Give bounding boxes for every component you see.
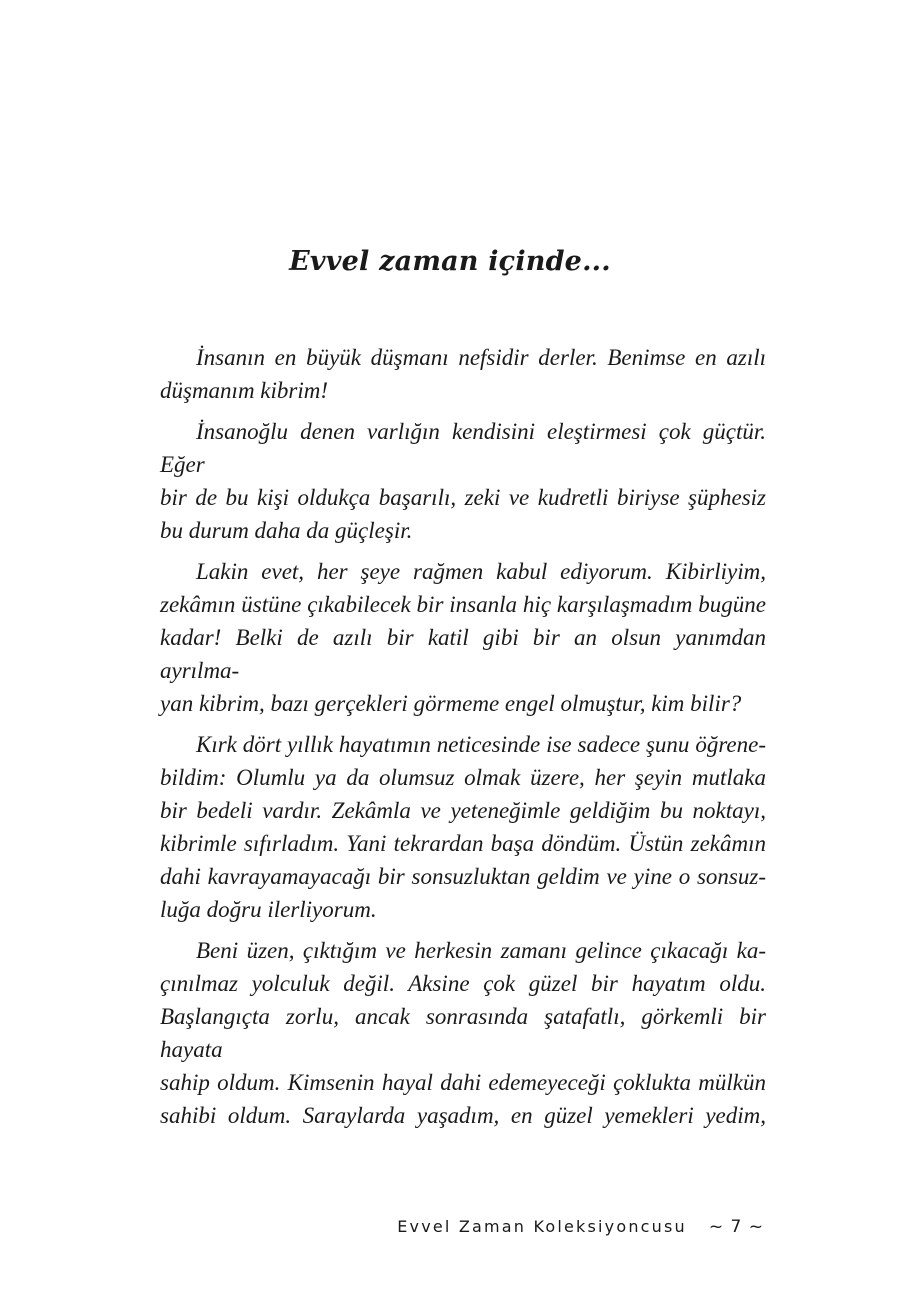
text-line: Lakin evet, her şeye rağmen kabul ediyorum. Kibirliyim, <box>196 559 766 584</box>
paragraph <box>160 728 766 926</box>
paragraph <box>160 555 766 720</box>
text-line: zekâmın üstüne çıkabilecek bir insanla hiç karşılaşmadım bugüne <box>160 592 766 617</box>
text-line: sahip oldum. Kimsenin hayal dahi edemeyeceği çoklukta mülkün <box>160 1070 766 1095</box>
text-line: İnsanoğlu denen varlığın kendisini eleştirmesi çok güçtür. Eğer <box>160 419 766 477</box>
text-line: sahibi oldum. Saraylarda yaşadım, en güzel yemekleri yedim, <box>160 1103 766 1128</box>
text-line: bir de bu kişi oldukça başarılı, zeki ve kudretli biriyse şüphesiz <box>160 485 766 510</box>
text-line: dahi kavrayamayacağı bir sonsuzluktan geldim ve yine o sonsuz- <box>160 864 766 889</box>
page-number: ~ 7 ~ <box>708 1217 764 1237</box>
text-line: bir bedeli vardır. Zekâmla ve yeteneğimle geldiğim bu noktayı, <box>160 798 766 823</box>
text-line: kadar! Belki de azılı bir katil gibi bir an olsun yanımdan ayrılma- <box>160 625 766 683</box>
text-line: luğa doğru ilerliyorum. <box>160 897 377 922</box>
running-title: Evvel Zaman Koleksiyoncusu <box>397 1217 687 1236</box>
text-line: yan kibrim, bazı gerçekleri görmeme engel olmuştur, kim bilir? <box>160 691 742 716</box>
text-line: çınılmaz yolculuk değil. Aksine çok güzel bir hayatım oldu. <box>160 971 766 996</box>
paragraph <box>160 934 766 1132</box>
text-line: Başlangıçta zorlu, ancak sonrasında şatafatlı, görkemli bir hayata <box>160 1004 766 1062</box>
text-line: Beni üzen, çıktığım ve herkesin zamanı gelince çıkacağı ka- <box>196 938 766 963</box>
text-line: düşmanım kibrim! <box>160 378 329 403</box>
text-line: İnsanın en büyük düşmanı nefsidir derler. Benimse en azılı <box>196 345 766 370</box>
paragraph <box>160 341 766 407</box>
paragraph <box>160 415 766 547</box>
chapter-title: Evvel zaman içinde... <box>289 246 611 277</box>
text-line: kibrimle sıfırladım. Yani tekrardan başa döndüm. Üstün zekâmın <box>160 831 766 856</box>
text-line: bildim: Olumlu ya da olumsuz olmak üzere, her şeyin mutlaka <box>160 765 766 790</box>
text-line: bu durum daha da güçleşir. <box>160 518 413 543</box>
chapter-body <box>160 341 766 1140</box>
page-footer <box>397 1215 764 1239</box>
text-line: Kırk dört yıllık hayatımın neticesinde ise sadece şunu öğrene- <box>196 732 766 757</box>
